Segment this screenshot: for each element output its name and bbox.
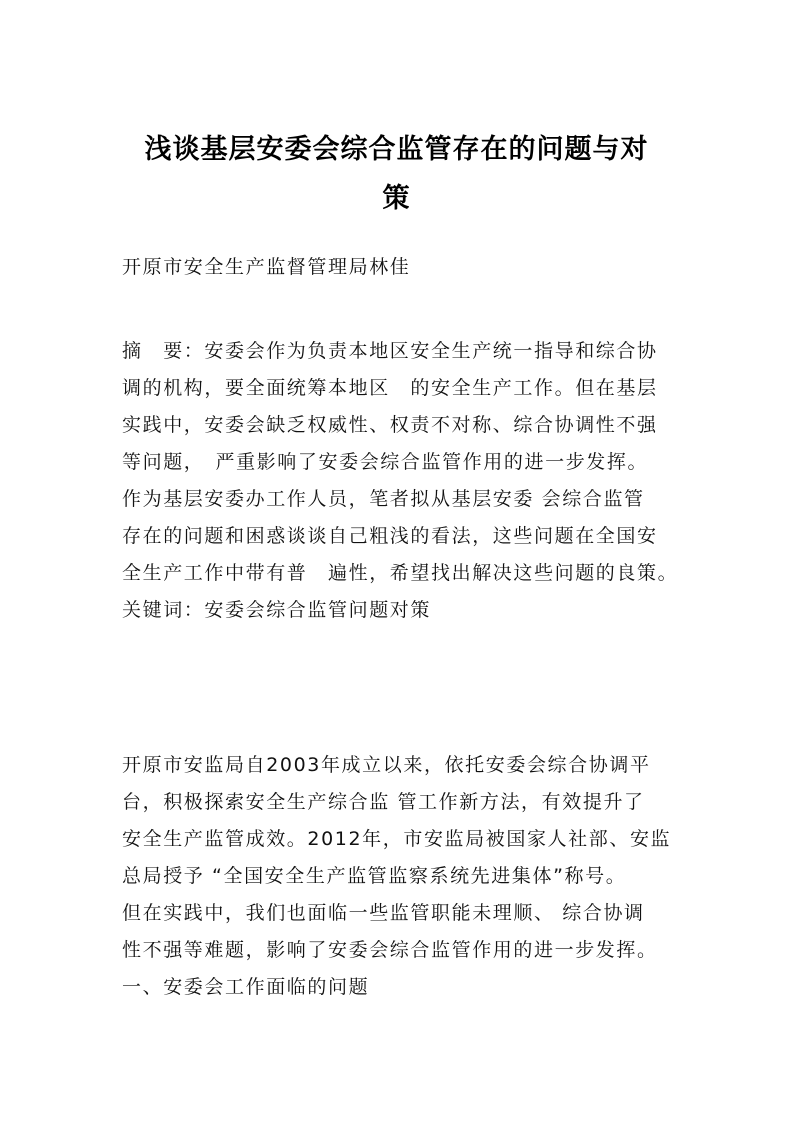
section-heading: 一、安委会工作面临的问题 bbox=[122, 976, 370, 998]
body-line: 但在实践中，我们也面临一些监管职能未理顺、 综合协调 bbox=[122, 902, 645, 924]
abstract-line: 等问题， 严重影响了安委会综合监管作用的进一步发挥。 bbox=[122, 451, 649, 473]
keywords-line: 关键词：安委会综合监管问题对策 bbox=[122, 599, 432, 621]
author-line: 开原市安全生产监督管理局林佳 bbox=[122, 256, 411, 278]
body-line: 开原市安监局自2003年成立以来，依托安委会综合协调平 bbox=[122, 754, 651, 776]
abstract-line: 作为基层安委办工作人员，笔者拟从基层安委 会综合监管 bbox=[122, 488, 645, 510]
body-line: 安全生产监管成效。2012年，市安监局被国家人社部、安监 bbox=[122, 828, 672, 850]
abstract-line: 调的机构，要全面统筹本地区 的安全生产工作。但在基层 bbox=[122, 377, 658, 399]
body-line: 总局授予 “全国安全生产监管监察系统先进集体”称号。 bbox=[122, 865, 627, 887]
document-title-line-1: 浅谈基层安委会综合监管存在的问题与对 bbox=[144, 134, 649, 165]
abstract-line: 实践中，安委会缺乏权威性、权责不对称、综合协调性不强 bbox=[122, 414, 658, 436]
abstract-line: 摘 要：安委会作为负责本地区安全生产统一指导和综合协 bbox=[122, 340, 658, 362]
body-line: 性不强等难题，影响了安委会综合监管作用的进一步发挥。 bbox=[122, 939, 658, 961]
abstract-line: 存在的问题和困惑谈谈自己粗浅的看法，这些问题在全国安 bbox=[122, 525, 658, 547]
abstract-line: 全生产工作中带有普 遍性，希望找出解决这些问题的良策。 bbox=[122, 562, 679, 584]
body-line: 台，积极探索安全生产综合监 管工作新方法，有效提升了 bbox=[122, 791, 645, 813]
document-title-line-2: 策 bbox=[382, 183, 411, 214]
